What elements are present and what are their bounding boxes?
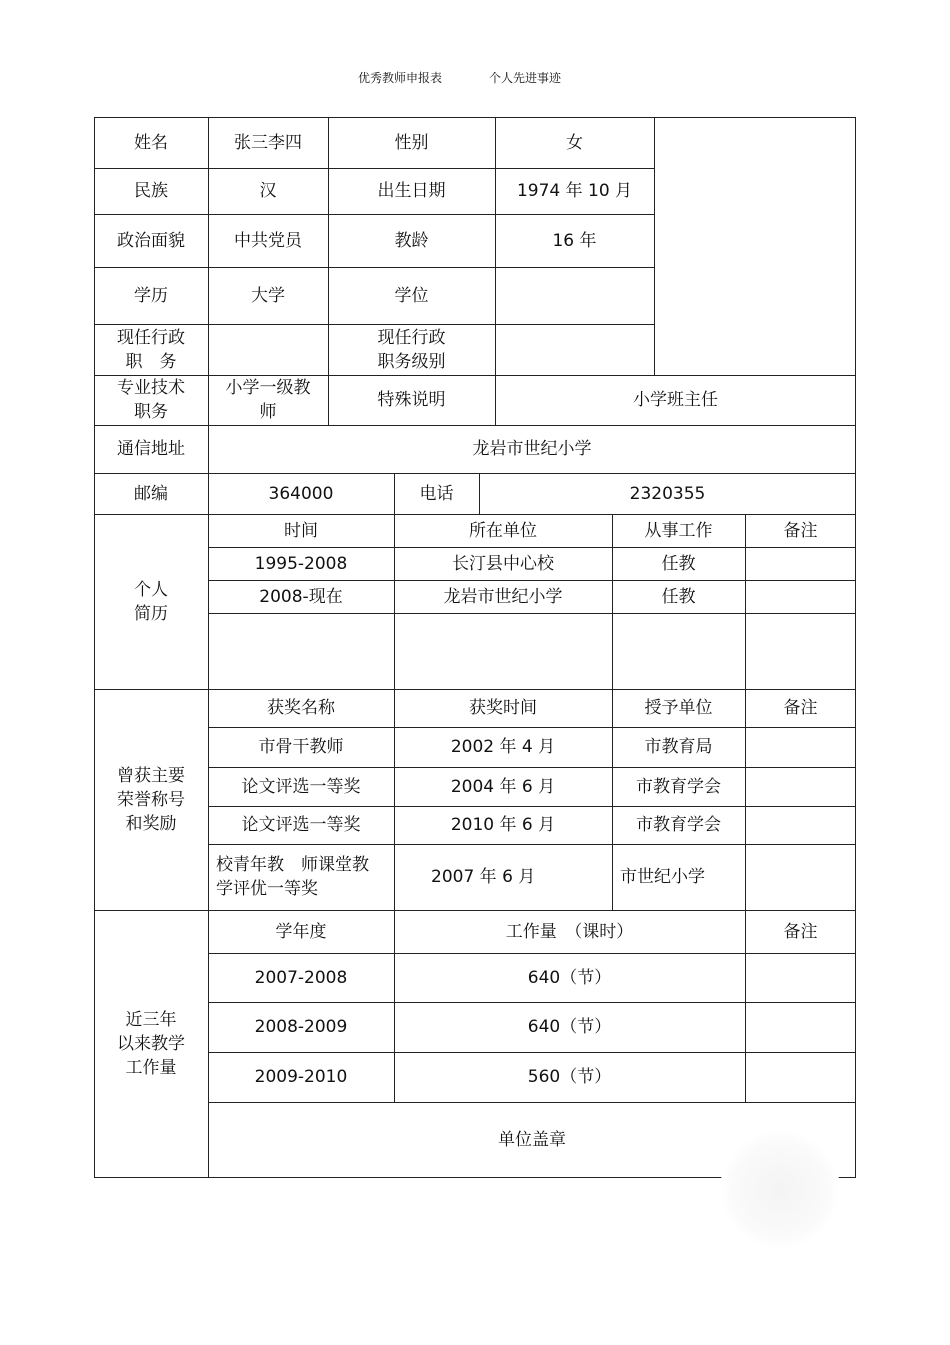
resume-cell: [745, 580, 856, 613]
workload-cell: 2009-2010: [254, 1067, 348, 1087]
admin-level-value: [495, 324, 654, 375]
workload-cell: 2007-2008: [254, 967, 348, 988]
teaching-years-label: 教龄: [394, 230, 429, 251]
award-cell: 论文评选一等奖: [241, 776, 361, 797]
award-cell: 2004 年 6 月: [450, 776, 556, 797]
page-header: [0, 69, 950, 89]
award-cell: 市骨干教师: [258, 737, 344, 757]
workload-header-note: 备注: [783, 921, 818, 942]
political-label: 政治面貌: [117, 230, 185, 251]
resume-header-unit: 所在单位: [469, 520, 537, 541]
resume-header-time: 时间: [284, 520, 318, 541]
award-cell: 市世纪小学: [620, 867, 705, 887]
resume-cell: 龙岩市世纪小学: [443, 586, 563, 607]
workload-header-amount: 工作量 （课时）: [505, 921, 634, 942]
award-cell: [745, 767, 856, 806]
awards-label: 曾获主要 荣誉称号 和奖励: [117, 765, 185, 834]
resume-cell: 2008-现在: [259, 586, 343, 607]
resume-cell: 1995-2008: [254, 553, 348, 574]
awards-header-unit: 授予单位: [644, 698, 713, 718]
birth-value: 1974 年 10 月: [516, 181, 633, 201]
award-cell: 市教育局: [644, 737, 713, 757]
birth-label: 出生日期: [377, 181, 446, 201]
award-cell: [745, 844, 856, 910]
resume-cell: 长汀县中心校: [452, 553, 554, 574]
application-form: [94, 117, 856, 1178]
workload-cell: 640（节）: [527, 1017, 612, 1037]
name-value: 张三李四: [234, 132, 302, 153]
workload-cell: [745, 1052, 856, 1102]
resume-cell: 任教: [661, 586, 696, 607]
award-cell: 市教育学会: [636, 776, 721, 797]
awards-header-name: 获奖名称: [267, 698, 335, 718]
workload-cell: [745, 953, 856, 1002]
award-cell: 2002 年 4 月: [450, 737, 556, 757]
award-cell: [745, 727, 856, 767]
phone-value: 2320355: [629, 483, 706, 504]
special-label: 特殊说明: [377, 390, 446, 410]
admin-post-value: [208, 324, 328, 375]
resume-header-work: 从事工作: [644, 520, 713, 541]
resume-header-note: 备注: [783, 520, 818, 541]
unit-seal: 单位盖章: [498, 1129, 566, 1150]
address-value: 龙岩市世纪小学: [472, 439, 592, 459]
award-cell: [745, 806, 856, 844]
resume-cell: 任教: [661, 553, 696, 574]
gender-label: 性别: [394, 132, 429, 153]
address-label: 通信地址: [117, 439, 185, 459]
phone-label: 电话: [419, 483, 454, 504]
admin-level-label: 现任行政 职务级别: [377, 327, 446, 372]
award-cell: 市教育学会: [636, 815, 721, 835]
name-label: 姓名: [134, 132, 168, 153]
postcode-label: 邮编: [134, 483, 168, 504]
special-value: 小学班主任: [633, 390, 718, 410]
admin-post-label: 现任行政 职 务: [117, 327, 185, 372]
watermark-icon: [720, 1130, 840, 1250]
awards-header-note: 备注: [783, 698, 818, 718]
award-cell: 论文评选一等奖: [241, 815, 361, 835]
workload-label: 近三年 以来教学 工作量: [117, 1009, 185, 1078]
workload-cell: [745, 1002, 856, 1052]
tech-post-value: 小学一级教 师: [225, 378, 311, 422]
degree-label: 学位: [394, 285, 429, 306]
education-label: 学历: [134, 285, 168, 306]
section-title: 个人先进事迹: [489, 71, 562, 85]
form-title: 优秀教师申报表: [358, 71, 443, 85]
photo-area: [654, 117, 856, 375]
award-cell: 2010 年 6 月: [450, 815, 556, 835]
workload-header-year: 学年度: [275, 921, 327, 942]
degree-value: [495, 267, 654, 324]
postcode-value: 364000: [268, 483, 334, 504]
awards-header-time: 获奖时间: [469, 698, 537, 718]
gender-value: 女: [566, 132, 583, 153]
political-value: 中共党员: [234, 230, 302, 251]
workload-cell: 640（节）: [527, 967, 612, 988]
workload-cell: 560（节）: [527, 1067, 612, 1087]
workload-cell: 2008-2009: [254, 1017, 348, 1037]
resume-cell: [745, 547, 856, 580]
ethnicity-label: 民族: [134, 181, 168, 201]
ethnicity-value: 汉: [259, 181, 277, 201]
award-cell: 2007 年 6 月: [431, 867, 536, 887]
resume-label: 个人 简历: [134, 579, 168, 624]
tech-post-label: 专业技术 职务: [117, 378, 185, 422]
award-cell: 校青年教 师课堂教 学评优一等奖: [216, 855, 369, 899]
teaching-years-value: 16 年: [552, 230, 597, 251]
education-value: 大学: [251, 285, 285, 306]
